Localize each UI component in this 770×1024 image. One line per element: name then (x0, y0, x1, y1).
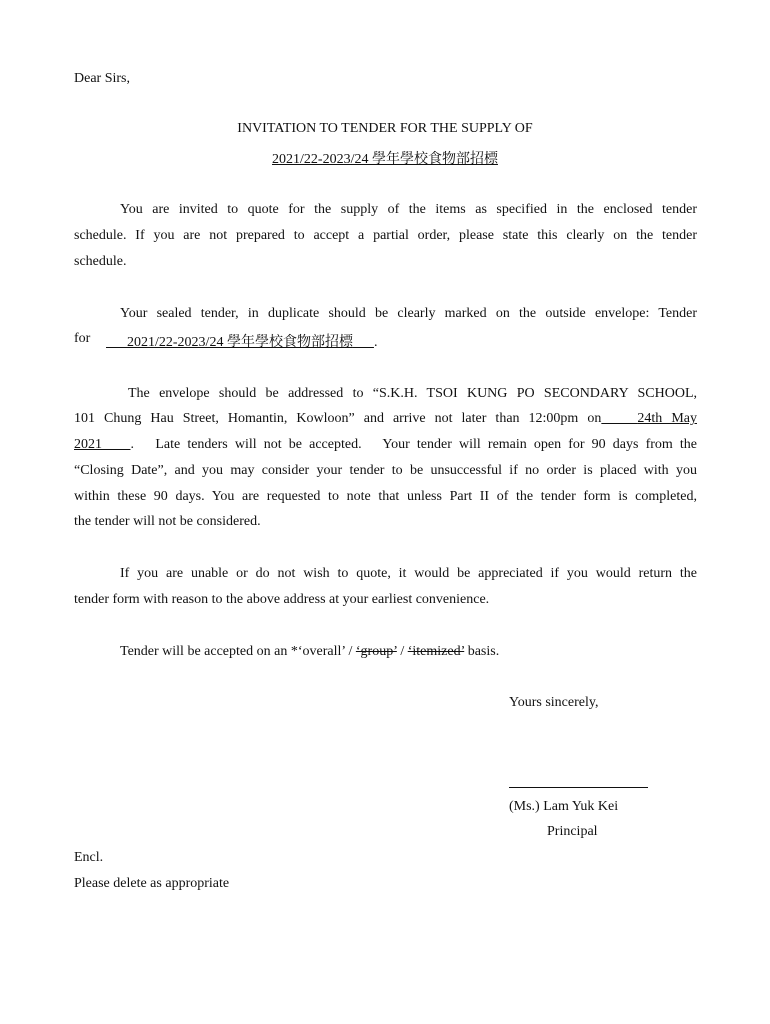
para3-line3 (74, 437, 697, 453)
para3-line2 (74, 411, 697, 427)
closing-date-part2-text: 2021 (74, 437, 102, 452)
signatory-name: (Ms.) Lam Yuk Kei (509, 799, 619, 814)
para4-line1: If you are unable or do not wish to quote, it would be appreciated if you would return the (120, 566, 697, 581)
salutation: Dear Sirs, (74, 71, 130, 86)
basis-group-struck: ‘group’ (355, 644, 397, 659)
closing-date-part2 (74, 437, 130, 452)
enclosure-label: Encl. (74, 850, 104, 865)
para2-for: for (74, 331, 91, 346)
closing-phrase: Yours sincerely, (509, 695, 599, 710)
basis-separator: / (396, 644, 408, 659)
para1-line1: You are invited to quote for the supply of the items as specified in the enclosed tender (120, 202, 697, 217)
basis-statement (120, 644, 499, 660)
basis-prefix: Tender will be accepted on an *‘overall’ / (120, 644, 356, 659)
para4-line2: tender form with reason to the above address at your earliest convenience. (74, 592, 490, 607)
para3-line4: “Closing Date”, and you may consider your tender to be unsuccessful if no order is placed with you (74, 463, 697, 478)
closing-date-part1-text: 24th May (637, 411, 697, 426)
deletion-note: Please delete as appropriate (74, 876, 230, 891)
heading-line-2 (0, 148, 770, 168)
para3-line3-text: . Late tenders will not be accepted. Your tender will remain open for 90 days from the (130, 437, 698, 452)
heading-line-1: INVITATION TO TENDER FOR THE SUPPLY OF (237, 121, 533, 136)
closing-date-part1 (601, 411, 697, 426)
para2-subject-text: 2021/22-2023/24 學年學校食物部招標 (127, 335, 353, 350)
para3-line5: within these 90 days. You are requested to note that unless Part II of the tender form is completed, (74, 489, 697, 504)
para1-line2: schedule. If you are not prepared to accept a partial order, please state this clearly on the tender (74, 228, 697, 243)
signature-line (509, 787, 648, 788)
para2-subject (106, 335, 374, 350)
para2-subject-line (106, 331, 377, 351)
basis-suffix: basis. (464, 644, 500, 659)
para3-line6: the tender will not be considered. (74, 514, 261, 529)
signatory-title: Principal (547, 824, 598, 839)
para3-line1: The envelope should be addressed to “S.K.H. TSOI KUNG PO SECONDARY SCHOOL, (128, 386, 697, 401)
heading-subject: 2021/22-2023/24 學年學校食物部招標 (272, 152, 498, 167)
para1-line3: schedule. (74, 254, 127, 269)
para2-end: . (373, 335, 378, 350)
para2-line1: Your sealed tender, in duplicate should be clearly marked on the outside envelope: Tender (120, 306, 697, 321)
para3-line2-text: 101 Chung Hau Street, Homantin, Kowloon” and arrive not later than 12:00pm on (74, 411, 602, 426)
basis-itemized-struck: ‘itemized’ (407, 644, 465, 659)
